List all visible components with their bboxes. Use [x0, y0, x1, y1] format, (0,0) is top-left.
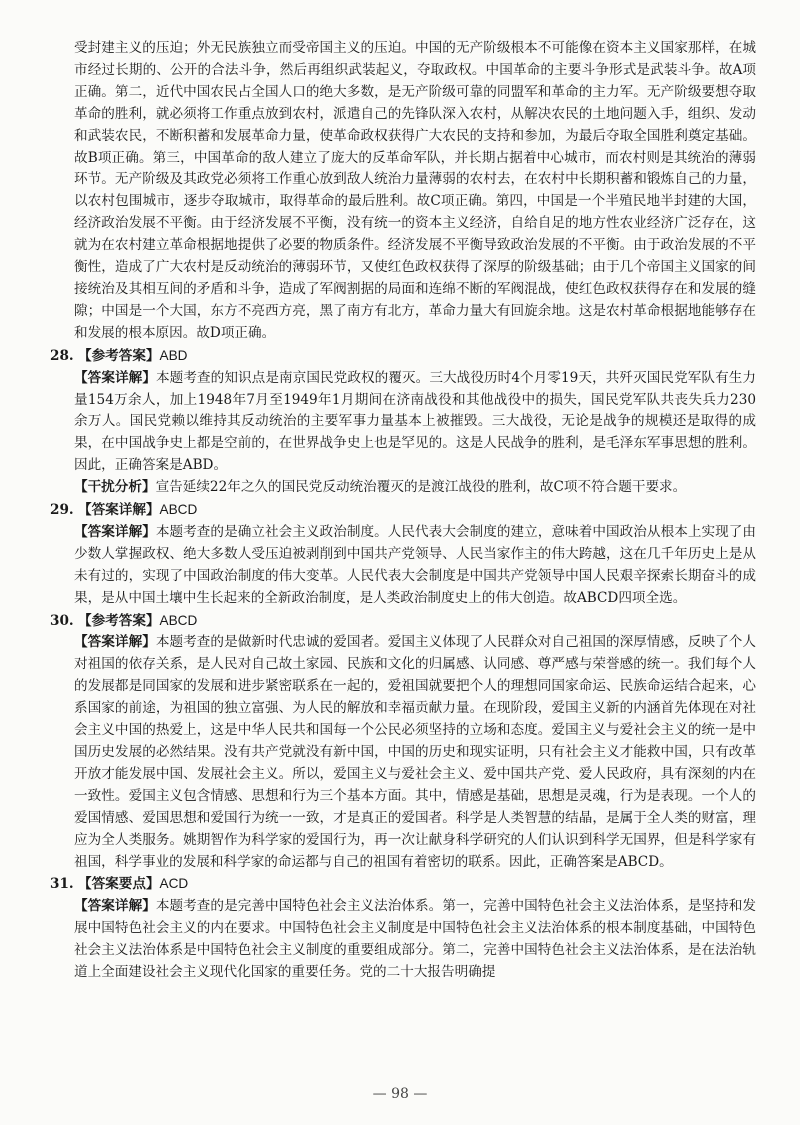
q28-answer: ABD — [159, 347, 188, 363]
q28-detail-tag: 【答案详解】 — [74, 369, 156, 386]
q31-answer-tag: 【答案要点】 — [77, 876, 160, 893]
q30-answer-line — [0, 610, 800, 633]
q31-number: 31. — [50, 876, 74, 893]
q31-answer-line — [0, 873, 800, 896]
intro-paragraph: 受封建主义的压迫；外无民族独立而受帝国主义的压迫。中国的无产阶级根本不可能像在资本主义国家那样，在城市经过长期的、公开的合法斗争，然后再组织武装起义，夺取政权。中国革命的主要斗争形式是武装斗争。故A项正确。第二，近代中国农民占全国人口的绝大多数，是无产阶级可靠的同盟军和革命的主力军。无产阶级要想夺取革命的胜利，就必须将工作重点放到农村，派遣自己的先锋队深入农村，从解决农民的土地问题入手，组织、发动和武装农民，不断积蓄和发展革命力量，使革命政权获得广大农民的支持和参加，为最后夺取全国胜利奠定基础。故B项正确。第三，中国革命的敌人建立了庞大的反革命军队，并长期占据着中心城市，而农村则是其统治的薄弱环节。无产阶级及其政党必须将工作重心放到敌人统治力量薄弱的农村去，在农村中长期积蓄和锻炼自己的力量，以农村包围城市，逐步夺取城市，取得革命的最后胜利。故C项正确。第四，中国是一个半殖民地半封建的大国，经济政治发展不平衡。由于经济发展不平衡，没有统一的资本主义经济，自给自足的地方性农业经济广泛存在，这就为在农村建立革命根据地提供了必要的物质条件。经济发展不平衡导致政治发展的不平衡。由于政治发展的不平衡性，造成了广大农村是反动统治的薄弱环节，又使红色政权获得了深厚的阶级基础；由于几个帝国主义国家的间接统治及其相互间的矛盾和斗争，造成了军阀割据的局面和连绵不断的军阀混战，使红色政权获得存在和发展的缝隙；中国是一个大国，东方不亮西方亮，黑了南方有北方，革命力量大有回旋余地。这是农村革命根据地能够存在和发展的根本原因。故D项正确。 — [74, 40, 756, 341]
q29-detail-tag: 【答案详解】 — [74, 523, 156, 540]
q30-detail-text: 本题考查的是做新时代忠诚的爱国者。爱国主义体现了人民群众对自己祖国的深厚情感，反映了个人对祖国的依存关系，是人民对自己故土家园、民族和文化的归属感、认同感、尊严感与荣誉感的统一。我们每个人的发展都是同国家的发展和进步紧密联系在一起的，爱祖国就要把个人的理想同国家命运、民族命运结合起来，心系国家的前途，为祖国的独立富强、为人民的解放和幸福贡献力量。在现阶段，爱国主义新的内涵首先体现在对社会主义中国的热爱上，这是中华人民共和国每一个公民必须坚持的立场和态度。爱国主义与爱社会主义的统一是中国历史发展的必然结果。没有共产党就没有新中国，中国的历史和现实证明，只有社会主义才能救中国，只有改革开放才能发展中国、发展社会主义。所以，爱国主义与爱社会主义、爱中国共产党、爱人民政府，具有深刻的内在一致性。爱国主义包含情感、思想和行为三个基本方面。其中，情感是基础，思想是灵魂，行为是表现。一个人的爱国情感、爱国思想和爱国行为统一一致，才是真正的爱国者。科学是人类智慧的结晶，是属于全人类的财富，理应为全人类服务。姚期智作为科学家的爱国行为，再一次让献身科学研究的人们认识到科学无国界，但是科学家有祖国，科学事业的发展和科学家的命运都与自己的祖国有着密切的联系。因此，正确答案是ABCD。 — [74, 634, 757, 870]
q30-detail-tag: 【答案详解】 — [74, 634, 156, 651]
q29-answer-tag: 【答案详解】 — [77, 502, 160, 519]
q30-number: 30. — [50, 612, 74, 629]
q28-detail — [0, 368, 800, 478]
q28-number: 28. — [50, 347, 74, 364]
q28-analysis — [0, 477, 800, 499]
q31-answer: ACD — [159, 876, 189, 892]
q29-detail-text: 本题考查的是确立社会主义政治制度。人民代表大会制度的建立，意味着中国政治从根本上实现了由少数人掌握政权、绝大多数人受压迫被剥削到中国共产党领导、人民当家作主的伟大跨越，这在几千年历史上是从未有过的，实现了中国政治制度的伟大变革。人民代表大会制度是中国共产党领导中国人民艰辛探索长期奋斗的成果，是从中国土壤中生长起来的全新政治制度，是人类政治制度史上的伟大创造。故ABCD四项全选。 — [74, 523, 757, 606]
q30-answer-tag: 【参考答案】 — [77, 612, 160, 629]
page-number: — 98 — — [372, 1086, 428, 1102]
q31-detail-text: 本题考查的是完善中国特色社会主义法治体系。第一，完善中国特色社会主义法治体系，是坚持和发展中国特色社会主义的内在要求。中国特色社会主义制度是中国特色社会主义法治体系的根本制度基础，中国特色社会主义法治体系是中国特色社会主义制度的重要组成部分。第二，完善中国特色社会主义法治体系，是在法治轨道上全面建设社会主义现代化国家的重要任务。党的二十大报告明确提 — [74, 898, 757, 981]
q29-answer-line — [0, 499, 800, 522]
page-content — [0, 38, 800, 984]
q28-analysis-tag: 【干扰分析】 — [74, 479, 156, 496]
q29-answer: ABCD — [159, 502, 198, 518]
q29-number: 29. — [50, 502, 74, 519]
q28-answer-tag: 【参考答案】 — [77, 347, 160, 364]
q31-detail-tag: 【答案详解】 — [74, 898, 156, 915]
q30-answer: ABCD — [159, 612, 198, 628]
q28-detail-text: 本题考查的知识点是南京国民党政权的覆灭。三大战役历时4个月零19天，共歼灭国民党军队有生力量154万余人，加上1948年7月至1949年1月期间在济南战役和其他战役中的损失，国民党军队共丧失兵力230余万人。国民党赖以维持其反动统治的主要军事力量基本上被摧毁。三大战役，无论是战争的规模还是取得的成果，在中国战争史上都是空前的，在世界战争史上也是罕见的。这是人民战争的胜利，是毛泽东军事思想的胜利。因此，正确答案是ABD。 — [74, 369, 756, 474]
q28-analysis-text: 宣告延续22年之久的国民党反动统治覆灭的是渡江战役的胜利，故C项不符合题干要求。 — [155, 479, 687, 496]
q28-answer-line — [0, 345, 800, 368]
q31-detail — [0, 896, 800, 984]
q29-detail — [0, 522, 800, 610]
q30-detail — [0, 632, 800, 873]
